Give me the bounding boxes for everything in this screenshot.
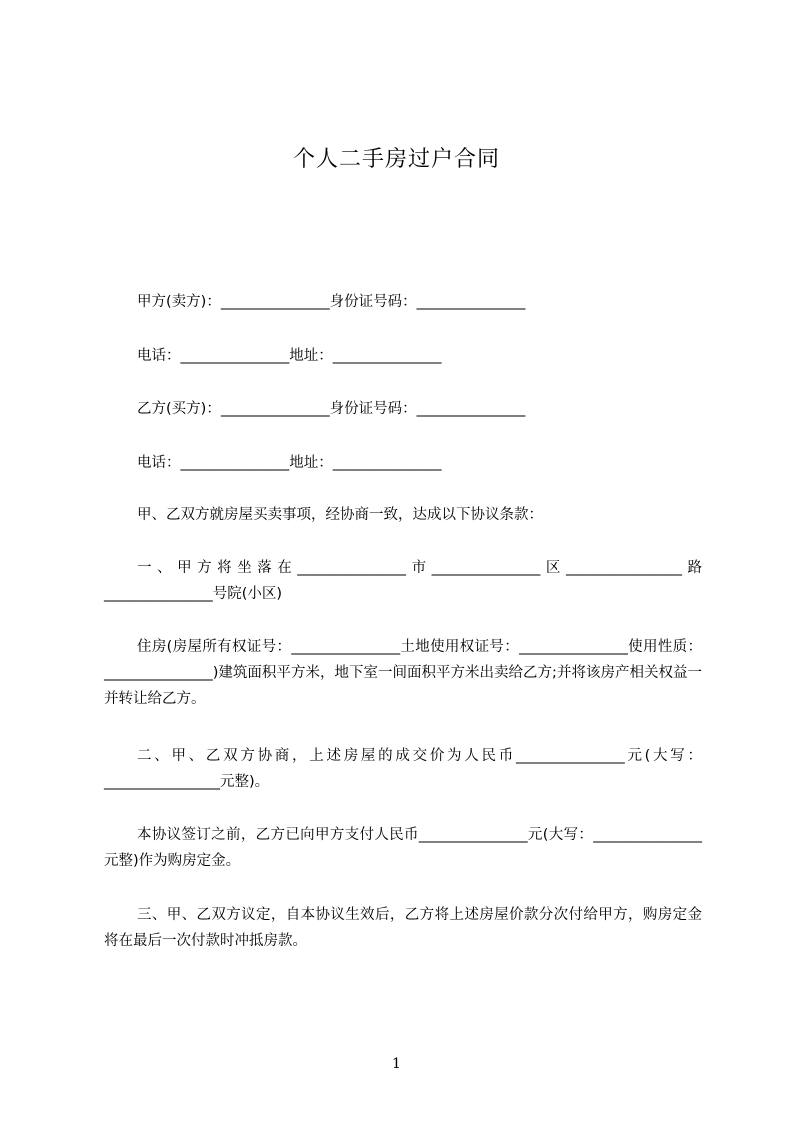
- clause-1-location: 一、甲方将坐落在_______________市_______________区________________路_______________号院(小区): [104, 560, 702, 602]
- clause-2-price: 二、甲、乙双方协商，上述房屋的成交价为人民币_______________元(大写：________________元整)。: [104, 748, 702, 790]
- party-b-contact-line: 电话：_______________地址：_______________: [137, 455, 442, 471]
- document-title: 个人二手房过户合同: [292, 147, 500, 172]
- agreement-intro: 甲、乙双方就房屋买卖事项，经协商一致，达成以下协议条款：: [137, 507, 543, 523]
- clause-1-property-details: 住房(房屋所有权证号：_______________土地使用权证号：_______________使用性质：_______________)建筑面积平方米，地下室一间面积平方米出卖给乙方;并将该房产相关权益一并转让给乙方。: [104, 639, 702, 707]
- party-a-contact-line: 电话：_______________地址：_______________: [137, 348, 442, 364]
- clause-2-deposit: 本协议签订之前，乙方已向甲方支付人民币_______________元(大写：_______________元整)作为购房定金。: [104, 827, 702, 869]
- clause-3-payment: 三、甲、乙双方议定，自本协议生效后，乙方将上述房屋价款分次付给甲方，购房定金将在最后一次付款时冲抵房款。: [104, 907, 702, 949]
- party-a-seller-line: 甲方(卖方)：_______________身份证号码：_______________: [137, 294, 526, 310]
- party-b-buyer-line: 乙方(买方)：_______________身份证号码：_______________: [137, 401, 526, 417]
- page-number: 1: [392, 1056, 401, 1072]
